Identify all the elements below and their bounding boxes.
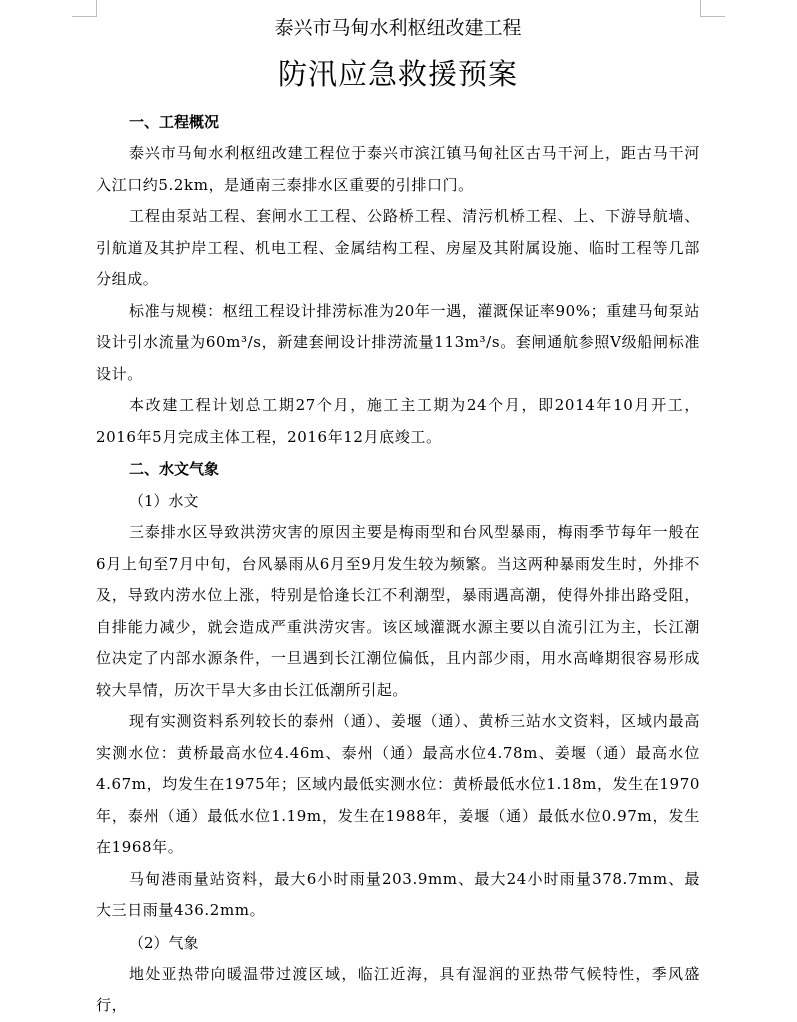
document-title: 防汛应急救援预案 bbox=[277, 57, 518, 91]
document-body bbox=[96, 106, 700, 1022]
paragraph-flood-causes: 三泰排水区导致洪涝灾害的原因主要是梅雨型和台风型暴雨，梅雨季节每年一般在6月上旬至7月中旬，台风暴雨从6月至9月发生较为频繁。当这两种暴雨发生时，外排不及，导致内涝水位上涨，特别是恰逢长江不利潮型，暴雨遇高潮，使得外排出路受阻，自排能力减少，就会造成严重洪涝灾害。该区域灌溉水源主要以自流引江为主，长江潮位决定了内部水源条件，一旦遇到长江潮位偏低，且内部少雨，用水高峰期很容易形成较大旱情，历次干旱大多由长江低潮所引起。 bbox=[96, 523, 700, 699]
paragraph-location: 泰兴市马甸水利枢纽改建工程位于泰兴市滨江镇马甸社区古马干河上，距古马干河入江口约5.2km，是通南三泰排水区重要的引排口门。 bbox=[96, 144, 700, 194]
sub-heading-climate: （2）气象 bbox=[129, 933, 199, 952]
document-subtitle: 泰兴市马甸水利枢纽改建工程 bbox=[274, 17, 522, 39]
paragraph-rainfall: 马甸港雨量站资料，最大6小时雨量203.9mm、最大24小时雨量378.7mm、最大三日雨量436.2mm。 bbox=[96, 869, 700, 919]
paragraph-components: 工程由泵站工程、套闸水工工程、公路桥工程、清污机桥工程、上、下游导航墙、引航道及其护岸工程、机电工程、金属结构工程、房屋及其附属设施、临时工程等几部分组成。 bbox=[96, 207, 700, 288]
page-corner-mark-right bbox=[700, 0, 725, 17]
paragraph-climate: 地处亚热带向暖温带过渡区域，临江近海，具有湿润的亚热带气候特性，季风盛行， bbox=[96, 964, 700, 1014]
paragraph-standards: 标准与规模：枢纽工程设计排涝标准为20年一遇，灌溉保证率90%；重建马甸泵站设计引水流量为60m³/s，新建套闸设计排涝流量113m³/s。套闸通航参照V级船闸标准设计。 bbox=[96, 301, 700, 383]
sub-heading-hydrology: （1）水文 bbox=[129, 492, 199, 510]
section-heading-hydrometeorology: 二、水文气象 bbox=[129, 460, 220, 478]
page-corner-mark-left bbox=[72, 0, 97, 17]
paragraph-schedule: 本改建工程计划总工期27个月，施工主工期为24个月，即2014年10月开工，2016年5月完成主体工程，2016年12月底竣工。 bbox=[96, 396, 700, 446]
section-heading-overview: 一、工程概况 bbox=[129, 113, 220, 131]
paragraph-water-levels: 现有实测资料系列较长的泰州（通）、姜堰（通）、黄桥三站水文资料，区域内最高实测水位：黄桥最高水位4.46m、泰州（通）最高水位4.78m、姜堰（通）最高水位4.67m，均发生在1975年；区域内最低实测水位：黄桥最低水位1.18m，发生在1970年，泰州（通）最低水位1.19m，发生在1988年，姜堰（通）最低水位0.97m，发生在1968年。 bbox=[96, 712, 700, 856]
